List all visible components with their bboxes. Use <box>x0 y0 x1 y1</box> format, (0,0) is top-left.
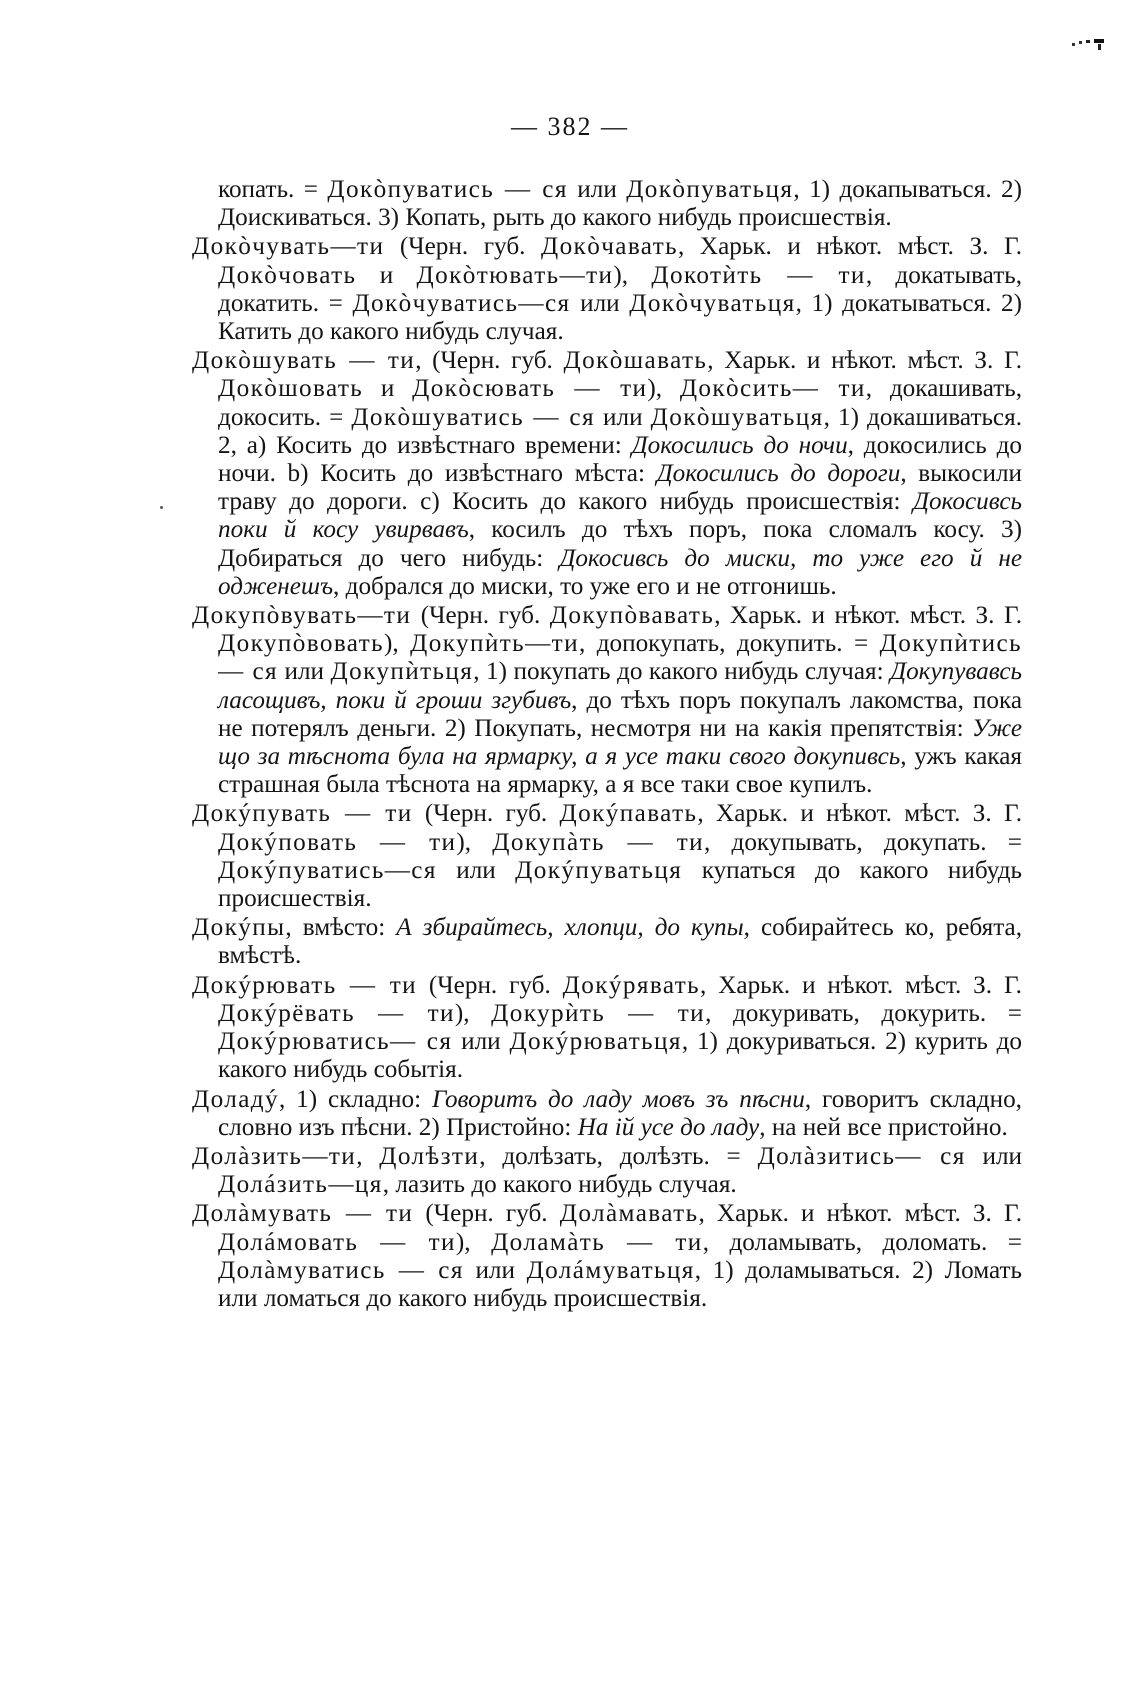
headword: Долáмуватьця <box>526 1256 695 1284</box>
headword: Докòсить— ти <box>679 375 866 403</box>
definition-text: (Черн. губ. <box>411 602 550 630</box>
headword: Докýпы <box>192 914 286 942</box>
definition-text: , добрался до миски, то уже его и не отгонишь. <box>333 572 837 600</box>
definition-text: , Харьк. и нѣкот. мѣст. З. Г. <box>714 602 1022 630</box>
definition-text: , вмѣсто: <box>285 914 397 942</box>
headword: Доладý <box>192 1085 280 1113</box>
headword: Докýрювать — ти <box>192 971 418 999</box>
example-italic: А збирайтесь, хлопци, до купы <box>396 914 744 942</box>
definition-text: , докатывать, докатить. = <box>218 261 1022 317</box>
headword: Докýпувать — ти <box>192 800 413 828</box>
definition-text: , Харьк. и нѣкот. мѣст. З. Г. <box>697 800 1022 828</box>
headword: Долàмуватись — ся <box>218 1256 464 1284</box>
dictionary-entry <box>192 176 1022 232</box>
dictionary-entry <box>192 233 1022 346</box>
definition-text: , лазить до какого нибудь случая. <box>382 1171 737 1199</box>
headword: Докýповать — ти <box>218 828 457 856</box>
headword: Докòшуватьця <box>650 403 824 431</box>
headword: Докýрявать <box>562 971 701 999</box>
definition-text: , Харьк. и нѣкот. мѣст. З. Г. <box>707 347 1022 375</box>
headword: Докòчовать <box>218 261 357 289</box>
headword: Докупѝтьця <box>330 658 474 686</box>
definition-text: , ужъ какая страшная была тѣснота на ярмарку, а я все таки свое купилъ. <box>218 743 1023 799</box>
example-italic: Докосивсь до миски, то уже его й не одженешъ <box>218 544 1023 600</box>
definition-text: , выкосили траву до дороги. c) Косить до какого нибудь происшествія: <box>218 460 1022 516</box>
definition-text: (Черн. губ. <box>412 800 560 828</box>
headword: Докупѝть—ти <box>410 630 579 658</box>
definition-text: , говоритъ складно, словно изъ пѣсни. 2) Пристойно: <box>218 1085 1022 1141</box>
definition-text: ), <box>384 630 411 658</box>
headword: Докòпуватьця <box>626 176 794 203</box>
headword: Докòтювать—ти <box>416 261 614 289</box>
headword: Докýрёвать — ти <box>218 999 455 1027</box>
definition-text: , <box>356 1142 380 1170</box>
definition-text: (Черн. губ. <box>384 233 541 261</box>
definition-text: или <box>436 856 516 884</box>
example-italic: На ій усе до ладу <box>577 1113 760 1141</box>
headword: Долàмувать — ти <box>192 1200 414 1228</box>
definition-text: , собирайтесь ко, ребята, вмѣстѣ. <box>218 914 1022 970</box>
definition-text: , на ней все пристойно. <box>759 1113 1008 1141</box>
definition-text: , до тѣхъ поръ покупалъ лакомства, пока не потерялъ деньги. 2) Покупать, несмотря ни на какія препятствія: <box>218 686 1022 742</box>
headword: Докòчуватись—ся <box>352 289 571 317</box>
definition-text: , Харьк. и нѣкот. мѣст. З. Г. <box>700 971 1022 999</box>
definition-text: или <box>567 176 627 203</box>
definition-text: или <box>965 1142 1023 1170</box>
headword: Докупòвувать—ти <box>192 602 412 630</box>
headword: Докýрюватьця <box>509 1028 682 1056</box>
definition-text: ), <box>456 828 493 856</box>
dictionary-entry <box>192 1200 1022 1313</box>
headword: Докупòвовать <box>218 630 385 658</box>
dictionary-entry <box>192 1143 1022 1199</box>
definition-text: , 1) докапываться. 2) Доискиваться. 3) Копать, рыть до какого нибудь происшествія. <box>218 176 1023 232</box>
headword: Долàмавать <box>559 1200 699 1228</box>
definition-text: , (Черн. губ. <box>415 347 564 375</box>
dictionary-entry <box>192 972 1022 1085</box>
scan-speck-dot <box>160 506 163 509</box>
headword: Долàзитись— ся <box>757 1142 966 1170</box>
dictionary-entry <box>192 914 1022 970</box>
definition-text: , докашивать, докосить. = <box>218 375 1023 431</box>
definition-text: (Черн. губ. <box>417 971 563 999</box>
dictionary-entry <box>192 1086 1022 1142</box>
headword: Долàзить—ти <box>192 1142 357 1170</box>
headword: Докупàть — ти <box>492 828 704 856</box>
example-italic: Докосивсь поки й косу увирвавъ <box>218 488 1022 544</box>
definition-text: , 1) доламываться. 2) Ломать или ломаться до какого нибудь происшествія. <box>218 1256 1022 1312</box>
definition-text: или <box>463 1256 527 1284</box>
headword: Докòчувать—ти <box>192 233 385 261</box>
definition-text: , доламывать, доломать. = <box>702 1228 1022 1256</box>
definition-text: и <box>356 261 417 289</box>
definition-text: ), <box>647 375 680 403</box>
headword: Докòшуватись — ся <box>351 403 595 431</box>
definition-text: или <box>452 1028 510 1056</box>
example-italic: Докупувавсь ласощивъ, поки й гроши згубивъ <box>218 658 1023 714</box>
headword: Докòпуватись — ся <box>327 176 568 203</box>
example-italic: Говоритъ до ладу мовъ зъ пѣсни <box>431 1085 805 1113</box>
headword: Докòсювать — ти <box>412 375 648 403</box>
definition-text: , 1) складно: <box>279 1085 432 1113</box>
definition-text: копать. = <box>218 176 328 203</box>
headword: Докòчавать <box>540 233 679 261</box>
definition-text: , 1) докашиваться. 2, a) Косить до извѣстнаго времени: <box>218 403 1022 459</box>
definition-text: , долѣзать, долѣзть. = <box>479 1142 758 1170</box>
definition-text: , допокупать, докупить. = <box>578 630 880 658</box>
headword: Доламàть — ти <box>491 1228 703 1256</box>
dictionary-body <box>192 176 1022 1314</box>
headword: Докýпуватьця <box>515 856 683 884</box>
definition-text: , докуривать, докурить. = <box>705 999 1022 1027</box>
headword: Докурѝть — ти <box>491 999 706 1027</box>
definition-text: , 1) докатываться. 2) Катить до какого нибудь случая. <box>218 289 1023 346</box>
definition-text: , косилъ до тѣхъ поръ, пока сломалъ косу. 3) Добираться до чего нибудь: <box>218 516 1023 572</box>
definition-text: , Харьк. и нѣкот. мѣст. З. Г. <box>698 1200 1023 1228</box>
definition-text: купаться до какого нибудь происшествія. <box>218 856 1022 913</box>
dictionary-entry <box>192 347 1022 601</box>
definition-text: или <box>595 403 651 431</box>
headword: Докòшувать — ти <box>192 347 416 375</box>
definition-text: , Харьк. и нѣкот. мѣст. З. Г. <box>678 233 1022 261</box>
headword: Долѣзти <box>379 1142 480 1170</box>
definition-text: или <box>570 289 630 317</box>
definition-text: и <box>363 375 413 403</box>
headword: Докòшовать <box>218 375 364 403</box>
definition-text: ), <box>613 261 652 289</box>
headword: Докòчуватьця <box>629 289 796 317</box>
definition-text: , докупывать, докупать. = <box>704 828 1022 856</box>
headword: Докотѝть — ти <box>651 261 866 289</box>
headword: Долáзить—ця <box>218 1171 383 1199</box>
definition-text: ), <box>454 999 492 1027</box>
scan-speck-mark <box>1068 38 1110 52</box>
example-italic: Уже що за тѣснота була на ярмарку, а я усе таки свого докупивсь <box>218 714 1022 771</box>
definition-text: (Черн. губ. <box>413 1200 560 1228</box>
dictionary-entry <box>192 800 1022 913</box>
definition-text: , 1) покупать до какого нибудь случая: <box>473 658 891 686</box>
headword: Докòшавать <box>563 347 708 375</box>
definition-text: ), <box>455 1228 492 1256</box>
headword: Долáмовать — ти <box>218 1228 456 1256</box>
dictionary-entry <box>192 602 1022 799</box>
headword: Докýпуватись—ся <box>218 856 437 884</box>
definition-text: , докосились до ночи. b) Косить до извѣстнаго мѣста: <box>218 431 1022 488</box>
definition-text: или <box>278 658 331 686</box>
definition-text: , 1) докуриваться. 2) курить до какого нибудь событія. <box>218 1028 1023 1084</box>
headword: Докýрюватись— ся <box>218 1028 453 1056</box>
page-number: — 382 — <box>511 112 629 141</box>
example-italic: Докосились до ночи <box>631 431 848 459</box>
example-italic: Докосились до дороги <box>656 460 901 488</box>
headword: Докýпавать <box>559 800 698 828</box>
headword: Докупѝтись — ся <box>218 630 1023 686</box>
headword: Докупòвавать <box>549 602 715 630</box>
